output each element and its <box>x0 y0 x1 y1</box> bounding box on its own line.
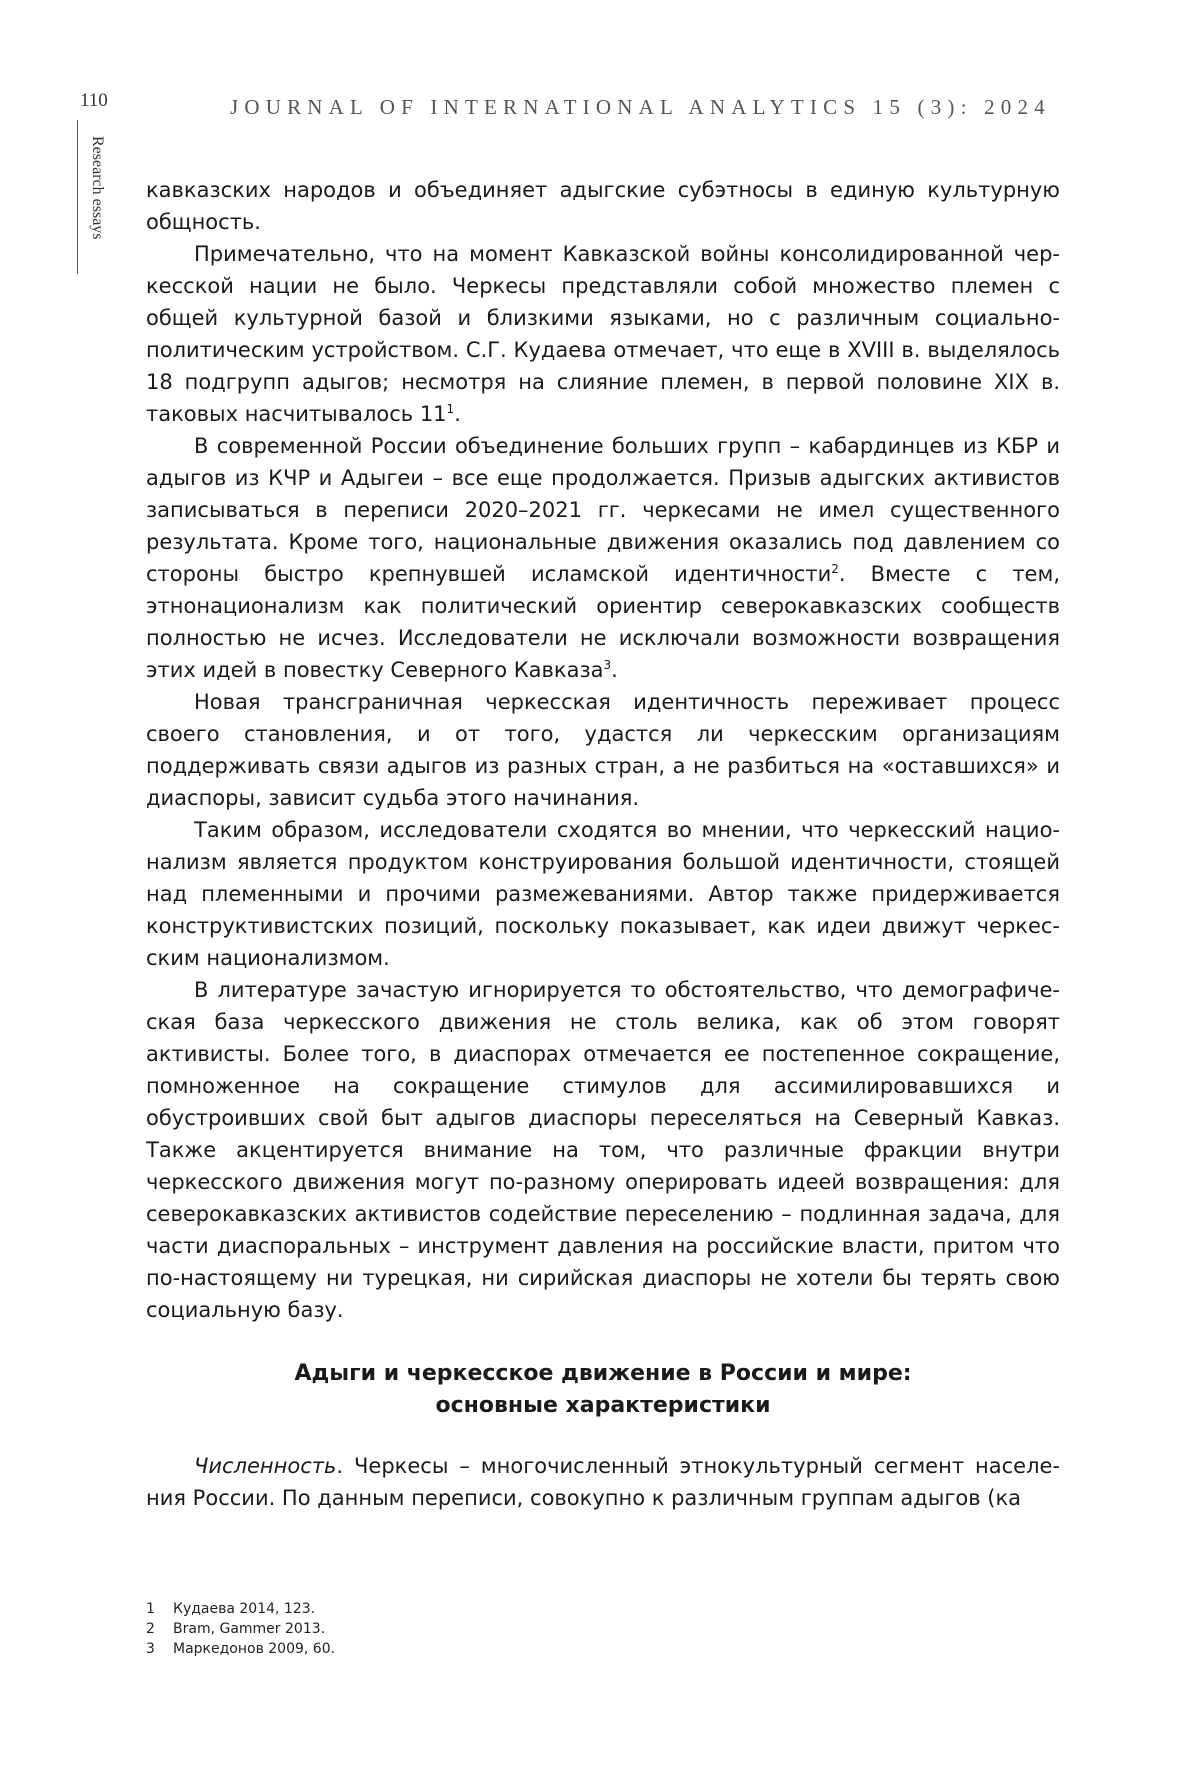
paragraph <box>146 430 1060 686</box>
footnote-item <box>146 1639 335 1659</box>
paragraph <box>146 1450 1060 1514</box>
paragraph <box>146 238 1060 430</box>
italic-term: Численность <box>194 1454 337 1478</box>
paragraph: Таким образом, исследователи сходятся во мнении, что черкесский национализм является продуктом конструирования большой идентичности, стоящей над племенными и прочими размежеваниями. Автор также придерживается конструктивистских позиций, поскольку показывает, как идеи движут черкесским национализмом. <box>146 818 1060 970</box>
running-head: JOURNAL OF INTERNATIONAL ANALYTICS 15 (3): 2024 <box>230 95 1051 119</box>
footnote-ref[interactable]: 1 <box>446 402 455 416</box>
sentence-end: . <box>454 402 461 426</box>
paragraph-text: В современной России объединение больших групп – кабардинцев из КБР и адыгов из КЧР и Адыгеи – все еще продолжается. Призыв адыгских активистов записываться в переписи 2020–2021 гг. черкесами не имел существенного результата. Кроме того, национальные движения оказались под давлением со стороны быстро крепнувшей исламской идентичности <box>146 434 1060 586</box>
footnote-text: Bram, Gammer 2013. <box>173 1621 326 1637</box>
side-rule <box>77 120 78 274</box>
section-heading-line: основные характеристики <box>435 1393 771 1418</box>
footnote-number: 2 <box>146 1621 155 1637</box>
paragraph-text: . Черкесы – многочисленный этнокультурный сегмент населения России. По данным переписи, совокупно к различным группам адыгов (ка <box>146 1454 1060 1510</box>
paragraph: кавказских народов и объединяет адыгские субэтносы в единую культурную общность. <box>146 178 1060 234</box>
paragraph-text: . Вместе с тем, этнонационализм как политический ориентир северокавказских сообществ полностью не исчез. Исследователи не исключали возможности возвращения этих идей в повестку Северного Кавказа <box>146 562 1060 682</box>
paragraph-text: Примечательно, что на момент Кавказской войны консолидированной черкесской нации не было. Черкесы представляли собой множество племен с общей культурной базой и близкими языками, но с различным социально-политическим устройством. С.Г. Кудаева отмечает, что еще в XVIII в. выделялось 18 подгрупп адыгов; несмотря на слияние племен, в первой половине XIX в. таковых насчитывалось 11 <box>146 242 1060 426</box>
paragraph: В литературе зачастую игнорируется то обстоятельство, что демографическая база черкесского движения не столь велика, как об этом говорят активисты. Более того, в диаспорах отмечается ее постепенное сокращение, помноженное на сокращение стимулов для ассимилировавшихся и обустроивших свой быт адыгов диаспоры переселяться на Северный Кавказ. Также акцентируется внимание на том, что различные фракции внутри черкесского движения могут по-разному оперировать идеей возвращения: для северокавказских активистов содействие переселению – подлинная задача, для части диаспоральных – инструмент давления на российские власти, притом что по-настоящему ни турецкая, ни сирийская диаспоры не хотели бы терять свою социальную базу. <box>146 978 1060 1322</box>
footnote-number: 1 <box>146 1601 155 1617</box>
sentence-end: . <box>611 658 618 682</box>
section-label: Research essays <box>89 136 106 240</box>
footnote-item <box>146 1599 335 1619</box>
footnote-ref[interactable]: 3 <box>603 658 612 672</box>
article-body <box>146 174 1060 1514</box>
section-heading-line: Адыги и черкесское движение в России и мире: <box>294 1361 912 1386</box>
footnotes <box>146 1599 335 1659</box>
section-heading <box>146 1358 1060 1422</box>
page-number: 110 <box>80 90 108 111</box>
footnote-number: 3 <box>146 1641 155 1657</box>
footnote-text: Кудаева 2014, 123. <box>173 1601 316 1617</box>
paragraph: Новая трансграничная черкесская идентичность переживает процесс своего становления, и от того, удастся ли черкесским организациям поддерживать связи адыгов из разных стран, а не разбиться на «оставшихся» и диаспоры, зависит судьба этого начинания. <box>146 690 1060 810</box>
footnote-text: Маркедонов 2009, 60. <box>173 1641 336 1657</box>
footnote-item <box>146 1619 335 1639</box>
footnote-ref[interactable]: 2 <box>831 562 839 576</box>
